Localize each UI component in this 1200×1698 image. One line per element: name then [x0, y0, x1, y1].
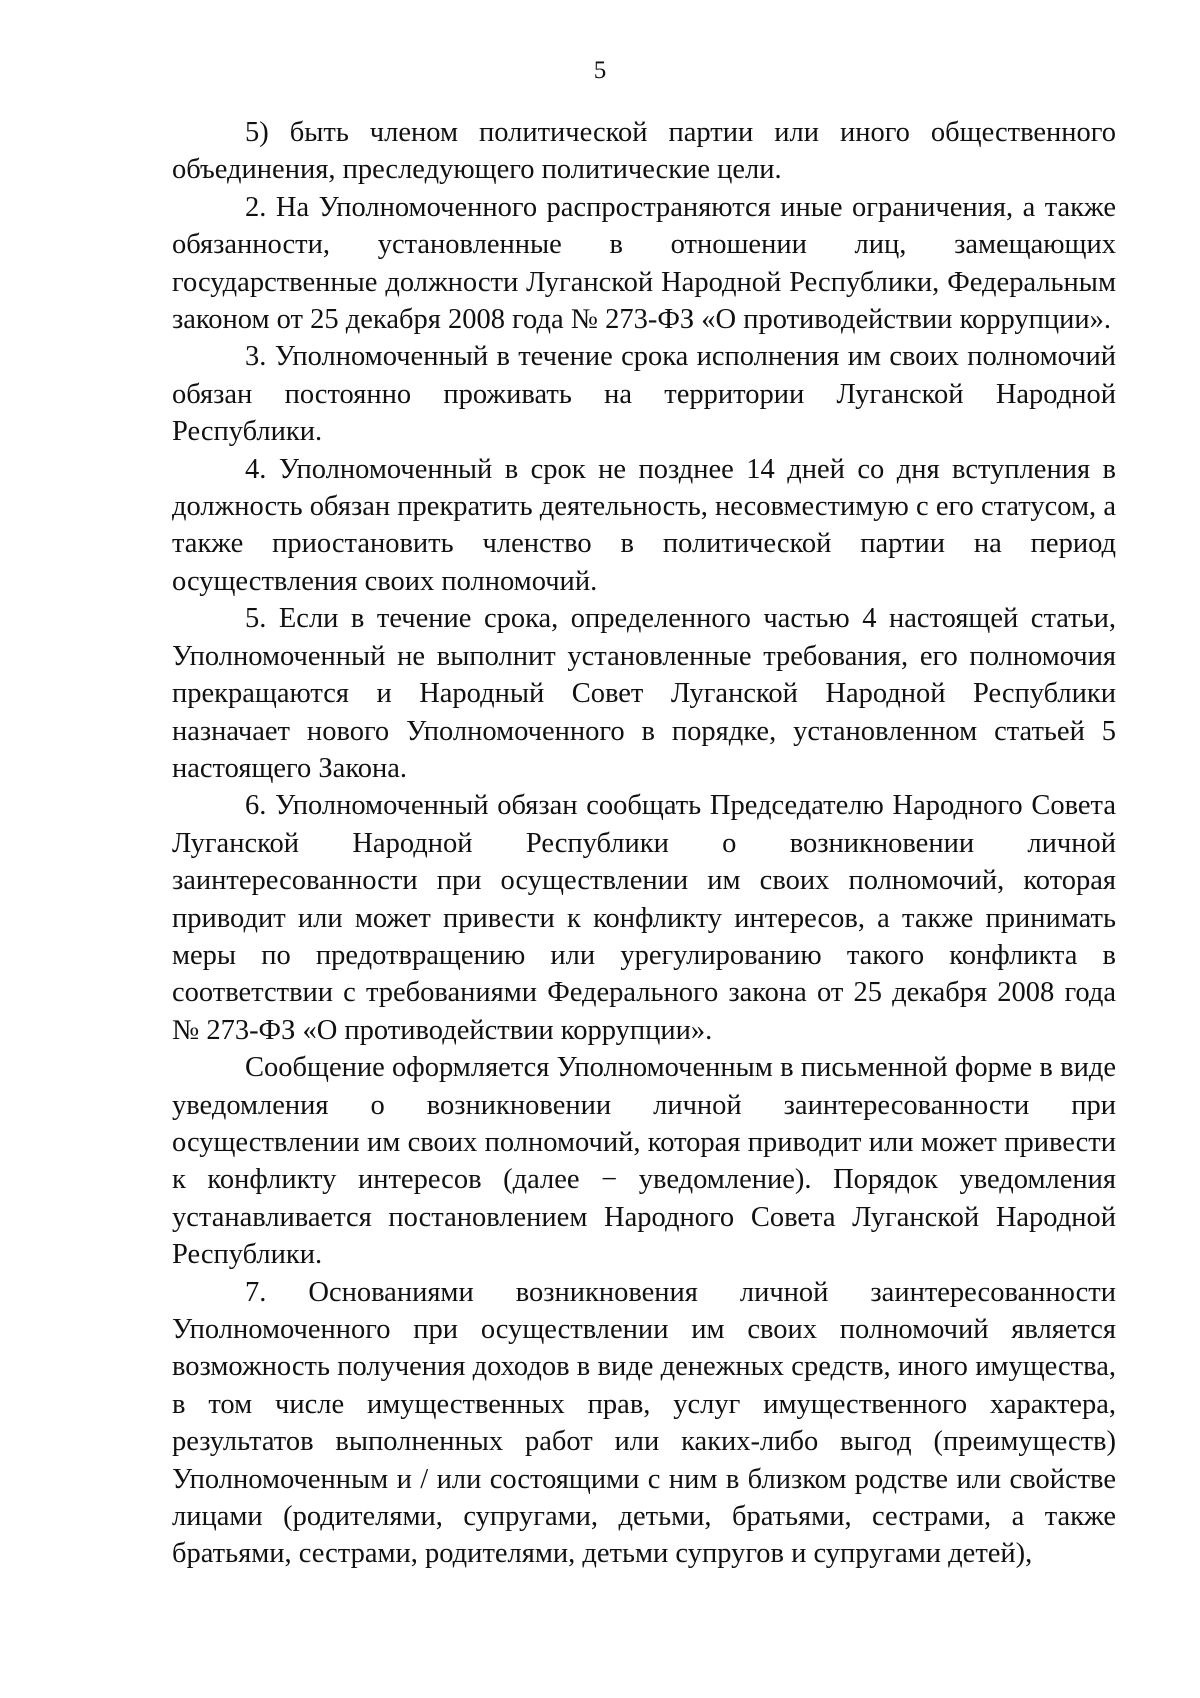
paragraph-clause-2: 2. На Уполномоченного распространяются иные ограничения, а также обязанности, установленные в отношении лиц, замещающих государственные должности Луганской Народной Республики, Федеральным законом от 25 декабря 2008 года № 273-ФЗ «О противодействии коррупции».: [172, 191, 1116, 336]
document-body: [172, 114, 1116, 1573]
paragraph-clause-4: 4. Уполномоченный в срок не позднее 14 дней со дня вступления в должность обязан прекратить деятельность, несовместимую с его статусом, а также приостановить членство в политической партии на период осуществления своих полномочий.: [172, 453, 1116, 597]
paragraph-clause-6: 6. Уполномоченный обязан сообщать Председателю Народного Совета Луганской Народной Республики о возникновении личной заинтересованности при осуществлении им своих полномочий, которая приводит или может привести к конфликту интересов, а также принимать меры по предотвращению или урегулированию такого конфликта в соответствии с требованиями Федерального закона от 25 декабря 2008 года № 273-ФЗ «О противодействии коррупции».: [172, 790, 1116, 1046]
page-number: 5: [593, 57, 607, 84]
paragraph-notification: Сообщение оформляется Уполномоченным в письменной форме в виде уведомления о возникновении личной заинтересованности при осуществлении им своих полномочий, которая приводит или может привести к конфликту интересов (далее − уведомление). Порядок уведомления устанавливается постановлением Народного Совета Луганской Народной Республики.: [172, 1052, 1116, 1271]
paragraph-item-5-subclause: 5) быть членом политической партии или иного общественного объединения, преследующего политические цели.: [172, 117, 1116, 186]
paragraph-clause-5: 5. Если в течение срока, определенного частью 4 настоящей статьи, Уполномоченный не выполнит установленные требования, его полномочия прекращаются и Народный Совет Луганской Народной Республики назначает нового Уполномоченного в порядке, установленном статьей 5 настоящего Закона.: [172, 603, 1116, 784]
paragraph-clause-7: 7. Основаниями возникновения личной заинтересованности Уполномоченного при осуществлении им своих полномочий является возможность получения доходов в виде денежных средств, иного имущества, в том числе имущественных прав, услуг имущественного характера, результатов выполненных работ или каких-либо выгод (преимуществ) Уполномоченным и / или состоящими с ним в близком родстве или свойстве лицами (родителями, супругами, детьми, братьями, сестрами, а также братьями, сестрами, родителями, детьми супругов и супругами детей),: [172, 1276, 1116, 1570]
paragraph-clause-3: 3. Уполномоченный в течение срока исполнения им своих полномочий обязан постоянно проживать на территории Луганской Народной Республики.: [172, 341, 1116, 448]
